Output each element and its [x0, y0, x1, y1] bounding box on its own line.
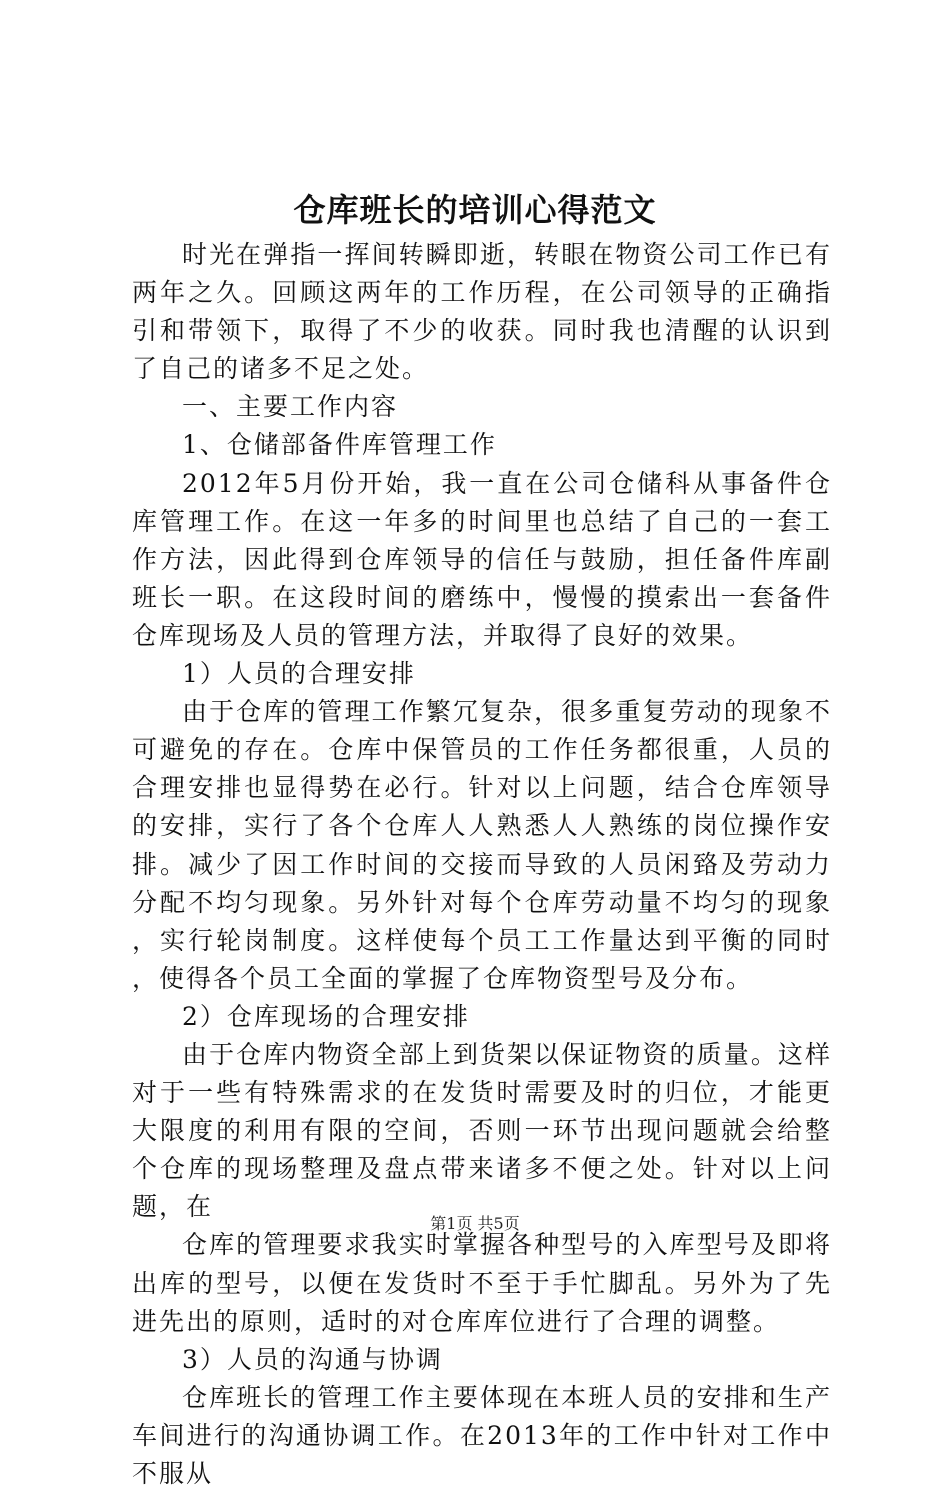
paragraph-communication: 仓库班长的管理工作主要体现在本班人员的安排和生产车间进行的沟通协调工作。在2013年的工作中针对工作中不服从 — [132, 1382, 832, 1488]
section-heading-main-work: 一、主要工作内容 — [182, 392, 399, 422]
subsection-heading-site-arrangement: 2）仓库现场的合理安排 — [182, 1001, 470, 1031]
paragraph-warehouse-management: 2012年5月份开始，我一直在公司仓储科从事备件仓库管理工作。在这一年多的时间里也总结了自己的一套工作方法，因此得到仓库领导的信任与鼓励，担任备件库副班长一职。在这段时间的磨练中，慢慢的摸索出一套备件仓库现场及人员的管理方法，并取得了良好的效果。 — [132, 468, 832, 650]
paragraph-site-arrangement: 由于仓库内物资全部上到货架以保证物资的质量。这样对于一些有特殊需求的在发货时需要及时的归位，才能更大限度的利用有限的空间，否则一环节出现问题就会给整个仓库的现场整理及盘点带来诸多不便之处。针对以上问题，在 — [132, 1039, 832, 1222]
subsection-heading-staff-arrangement: 1）人员的合理安排 — [182, 659, 416, 689]
paragraph-intro: 时光在弹指一挥间转瞬即逝，转眼在物资公司工作已有两年之久。回顾这两年的工作历程，在公司领导的正确指引和带领下，取得了不少的收获。同时我也清醒的认识到了自己的诸多不足之处。 — [132, 240, 832, 384]
page-footer: 第1页 共5页 — [430, 1214, 520, 1233]
subsection-heading-warehouse-management: 1、仓储部备件库管理工作 — [182, 430, 497, 460]
document-body — [132, 236, 832, 1493]
document-title: 仓库班长的培训心得范文 — [293, 191, 657, 229]
paragraph-site-arrangement-continued: 仓库的管理要求我实时掌握各种型号的入库型号及即将出库的型号，以便在发货时不至于手忙脚乱。另外为了先进先出的原则，适时的对仓库库位进行了合理的调整。 — [132, 1230, 832, 1336]
paragraph-staff-arrangement: 由于仓库的管理工作繁冗复杂，很多重复劳动的现象不可避免的存在。仓库中保管员的工作任务都很重，人员的合理安排也显得势在必行。针对以上问题，结合仓库领导的安排，实行了各个仓库人人熟悉人人熟练的岗位操作安排。减少了因工作时间的交接而导致的人员闲臵及劳动力分配不均匀现象。另外针对每个仓库劳动量不均匀的现象，实行轮岗制度。这样使每个员工工作量达到平衡的同时，使得各个员工全面的掌握了仓库物资型号及分布。 — [132, 697, 832, 993]
subsection-heading-communication: 3）人员的沟通与协调 — [182, 1344, 443, 1374]
